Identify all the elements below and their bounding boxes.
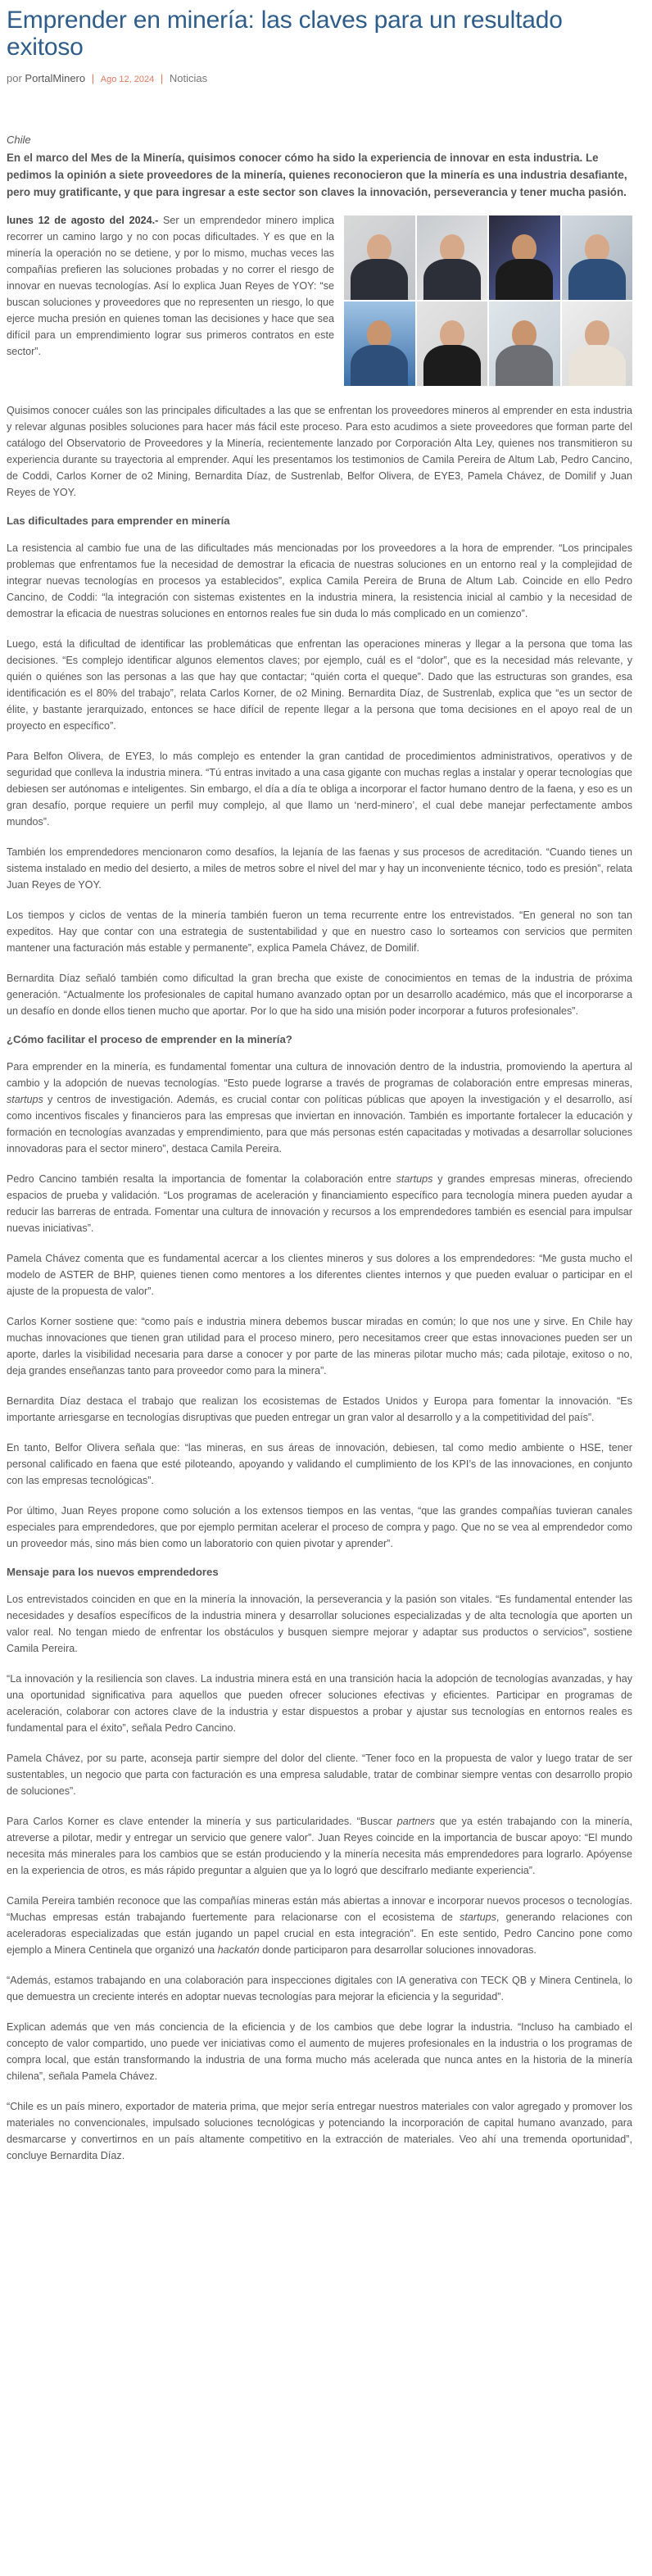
- meta-separator: |: [160, 72, 164, 84]
- emphasis: hackatón: [217, 1944, 260, 1956]
- paragraph: Pamela Chávez, por su parte, aconseja partir siempre del dolor del cliente. “Tener foco en la propuesta de valor y luego tratar de ser sustentables, un negocio que parta con facturación es una empresa saludable, tratar de combinar siempre ventas con desarrollo propio de soluciones”.: [7, 1753, 632, 1797]
- interviewee-photo: [489, 302, 560, 386]
- interviewee-photo: [417, 215, 488, 300]
- paragraph-text: Para emprender en la minería, es fundamental fomentar una cultura de innovación dentro de la industria, promoviendo la apertura al cambio y la adopción de nuevas tecnologías. “Esto puede lograrse a través de programas de colaboración entre empresas mineras,: [7, 1061, 632, 1089]
- lead-paragraph: En el marco del Mes de la Minería, quisimos conocer cómo ha sido la experiencia de innovar en esta industria. Le pedimos la opinión a siete proveedores de la minería, quienes reconocieron que la minería es una industria desafiante, pero muy gratificante, y que para ingresar a este sector son claves la innovación, perseverancia y tener mucha pasión.: [7, 152, 627, 198]
- paragraph: Carlos Korner sostiene que: “como país e industria minera debemos buscar miradas en común; lo que nos une y sirve. En Chile hay muchas innovaciones que tienen gran utilidad para el proceso minero, pero necesitamos creer que estas innovaciones pueden ser un aporte, darles la visibilidad necesaria para darse a conocer y por parte de las mineras pilotar mucho más; cada pilotaje, exitoso o no, deja grandes enseñanzas tanto para proveedor como para la minera”.: [7, 1316, 632, 1376]
- interviewee-photo: [344, 215, 415, 300]
- paragraph: [7, 1059, 632, 1157]
- paragraph: Bernardita Díaz destaca el trabajo que realizan los ecosistemas de Estados Unidos y Europa para fomentar la innovación. “Es importante arriesgarse en tecnologías disruptivas que pueden entregar un gran valor al desarrollo y a la competitividad del país”.: [7, 1395, 632, 1423]
- location: Chile: [7, 134, 31, 146]
- paragraph: En tanto, Belfor Olivera señala que: “las mineras, en sus áreas de innovación, debiesen, tal como medio ambiente o HSE, tener personal calificado en faena que esté piloteando, apoyando y validando el cumplimiento de los KPI’s de las innovaciones, en conjunto con las empresas tecnológicas”.: [7, 1442, 632, 1486]
- emphasis: startups: [460, 1912, 496, 1923]
- paragraph: “La innovación y la resiliencia son claves. La industria minera está en una transición hacia la adopción de tecnologías avanzadas, y hay una oportunidad significativa para aquellos que pueden ofrecer soluciones efectivas y eficientes. Participar en programas de aceleración, colaborar con actores clave de la industria y estar dispuestos a probar y ajustar sus tecnologías en entornos reales es fundamental para el éxito”, señala Pedro Cancino.: [7, 1673, 632, 1734]
- paragraph: Los entrevistados coinciden en que en la minería la innovación, la perseverancia y la pasión son vitales. “Es fundamental entender las necesidades y desafíos específicos de la industria minera y desarrollar soluciones especializadas y de alta tecnología que aporten un valor real. No tengan miedo de enfrentar los obstáculos y busquen siempre mejorar y adaptar sus productos o servicios”, sostiene Camila Pereira.: [7, 1594, 632, 1654]
- author-link[interactable]: PortalMinero: [25, 72, 86, 84]
- paragraph-text: y centros de investigación. Además, es crucial contar con políticas públicas que apoyen la investigación y el desarrollo, así como incentivos fiscales y financieros para las empresas que inviertan en innovación. También es importante fortalecer la educación y formación en tecnologías avanzadas y emprendimiento, para que más personas estén capacitadas y motivadas a desarrollar soluciones innovadoras para el sector minero”, destaca Camila Pereira.: [7, 1094, 632, 1154]
- article-meta: [7, 72, 632, 84]
- paragraph-text: Pedro Cancino también resalta la importancia de fomentar la colaboración entre: [7, 1173, 396, 1185]
- interviewee-photo: [344, 302, 415, 386]
- section-heading-dificultades: Las dificultades para emprender en minería: [7, 515, 230, 527]
- article-title: Emprender en minería: las claves para un resultado exitoso: [7, 7, 563, 61]
- paragraph: Por último, Juan Reyes propone como solución a los extensos tiempos en las ventas, “que las grandes compañías tuvieran canales especiales para emprendedores, que por ejemplo permitan acelerar el proceso de compra y pago. Que no se vea al emprendedor como un proveedor más, sino más bien como un laboratorio con quien pivotar y aprender”.: [7, 1505, 632, 1549]
- interviewee-photo: [417, 302, 488, 386]
- interviewee-photo: [489, 215, 560, 300]
- emphasis: startups: [396, 1173, 433, 1185]
- intro-section: [7, 212, 632, 394]
- paragraph-text: Para Carlos Korner es clave entender la minería y sus particularidades. “Buscar: [7, 1816, 397, 1827]
- meta-separator: |: [91, 72, 95, 84]
- paragraph-text: que ya estén trabajando con la minería, atreverse a pilotar, medir y entregar un servicio que genere valor”. Juan Reyes coincide en la importancia de buscar apoyo: “El mundo necesita más minerales para los cambios que se están produciendo y la minería necesita más emprendedores para lograrlo. Apóyense en la experiencia de otros, es más rápido preguntar a alguien que ya lo logró que descifrarlo mediante experiencia”.: [7, 1816, 633, 1876]
- meta-by: por: [7, 72, 22, 84]
- interviewee-photo: [562, 302, 633, 386]
- emphasis: partners: [396, 1816, 435, 1827]
- paragraph: [7, 1813, 632, 1879]
- paragraph: Explican además que ven más conciencia de la eficiencia y de los cambios que debe lograr la industria. “Incluso ha cambiado el concepto de valor compartido, uno puede ver iniciativas como el aumento de mujeres profesionales en la industria o los programas de compra local, que están transformando la industria de una forma mucho más acelerada que nunca antes en la historia de la minería chilena”, señala Pamela Chávez.: [7, 2021, 632, 2082]
- category-link[interactable]: Noticias: [169, 72, 208, 84]
- paragraph-text: y grandes empresas mineras, ofreciendo espacios de prueba y validación. “Los programas de aceleración y financiamiento específico para tecnología minera pueden ayudar a reducir las barreras de entrada. Fomentar una cultura de innovación y recursos a los emprendedores también es esencial para impulsar nuevas iniciativas”.: [7, 1173, 632, 1234]
- paragraph: Pamela Chávez comenta que es fundamental acercar a los clientes mineros y sus dolores a los emprendedores: “Me gusta mucho el modelo de ASTER de BHP, quienes tienen como mentores a los diferentes clientes internos y que pueden evaluar o participar en el ajuste de la propuesta de valor”.: [7, 1253, 632, 1297]
- paragraph: Bernardita Díaz señaló también como dificultad la gran brecha que existe de conocimientos en temas de la industria de próxima generación. “Actualmente los profesionales de capital humano avanzado optan por un desarrollo académico, más que el incorporarse a un desafío en donde ellos tienen mucho que aportar. Por lo que ha sido una misión poder incorporar a futuros profesionales”.: [7, 973, 632, 1017]
- paragraph: [7, 1171, 632, 1236]
- paragraph: “Chile es un país minero, exportador de materia prima, que mejor sería entregar nuestros materiales con valor agregado y promover los materiales no convencionales, impulsado soluciones tecnológicas y potenciando la incorporación de capital humano avanzado, para desmarcarse y convertirnos en un país altamente competitivo en la extracción de materiales. Veo ahí una tremenda oportunidad”, concluye Bernardita Díaz.: [7, 2101, 632, 2161]
- paragraph-text: Camila Pereira también reconoce que las compañías mineras están más abiertas a innovar e incorporar nuevos procesos o tecnologías. “Muchas empresas están trabajando fuertemente para relacionarse con el ecosistema de: [7, 1895, 632, 1923]
- paragraph: La resistencia al cambio fue una de las dificultades más mencionadas por los proveedores a la hora de emprender. “Los principales problemas que enfrentamos fue la necesidad de demostrar la eficacia de nuestras soluciones en un entorno real y la complejidad de integrar nuevas tecnologías en procesos ya establecidos”, explica Camila Pereira de Bruna de Altum Lab. Coincide en ello Pedro Cancino, de Coddi: “la integración con sistemas existentes en la industria minera, la resistencia inicial al cambio y la necesidad de demostrar la eficacia de nuestras soluciones en entornos reales fue sin duda lo más complicado en un comienzo”.: [7, 542, 632, 619]
- paragraph: “Además, estamos trabajando en una colaboración para inspecciones digitales con IA generativa con TECK QB y Minera Centinela, lo que demuestra un creciente interés en adoptar nuevas tecnologías para mejorar la eficiencia y la seguridad”.: [7, 1975, 632, 2002]
- paragraph: Luego, está la dificultad de identificar las problemáticas que enfrentan las operaciones mineras y llegar a la persona que toma las decisiones. “Es complejo identificar algunos elementos claves; por ejemplo, cuál es el “dolor”, que es la necesidad más relevante, y quién o quiénes son las personas a las que hay que contactar; “quién corta el queque”. Dado que las estructuras son grandes, esa identificación es el 80% del trabajo”, relata Carlos Korner, de o2 Mining. Bernardita Díaz, de Sustrenlab, explica que “es un sector de élite, y bastante jerarquizado, entonces se hace difícil de repente llegar a la persona que toma decisiones en el apoyo real de un proyecto en específico”.: [7, 638, 632, 732]
- paragraph-text: donde participaron para desarrollar soluciones innovadoras.: [259, 1944, 537, 1956]
- intro-date: lunes 12 de agosto del 2024.-: [7, 215, 159, 226]
- interviewees-photo-collage: [344, 215, 632, 386]
- section-heading-mensaje: Mensaje para los nuevos emprendedores: [7, 1566, 219, 1578]
- intro-text: Ser un emprendedor minero implica recorrer un camino largo y no con pocas dificultades. Y es que en la minería la operación no se detiene, y por lo mismo, muchas veces las compañías prefieren las soluciones probadas y no correr el riesgo de innovar en nuevas tecnologías. Así lo explica Juan Reyes de YOY: “se buscan soluciones y proveedores que no representen un riesgo, lo que ejerce mucha presión en quienes toman las decisiones y hace que sea difícil para un emprendimiento lograr sus primeros contratos en este sector”.: [7, 215, 335, 357]
- paragraph-text: , generando relaciones con aceleradoras especializadas que están jugando un papel crucial en esta integración”. En este sentido, Pedro Cancino pone como ejemplo a Minera Centinela que organizó una: [7, 1912, 632, 1956]
- emphasis: startups: [7, 1094, 43, 1105]
- paragraph: También los emprendedores mencionaron como desafíos, la lejanía de las faenas y sus procesos de acreditación. “Cuando tienes un sistema instalado en medio del desierto, a miles de metros sobre el nivel del mar y hay un inconveniente técnico, todo es presión”, relata Juan Reyes de YOY.: [7, 846, 632, 891]
- article: [0, 7, 639, 2164]
- paragraph: Quisimos conocer cuáles son las principales dificultades a las que se enfrentan los proveedores mineros al emprender en esta industria y relevar algunas posibles soluciones para hacer más fácil este proceso. Para esto acudimos a siete proveedores que forman parte del catálogo del Observatorio de Proveedores y la Minería, recientemente lanzado por Corporación Alta Ley, quienes nos transmitieron su experiencia durante su trayectoria al emprender. Aquí les presentamos los testimonios de Camila Pereira de Altum Lab, Pedro Cancino, de Coddi, Carlos Korner de o2 Mining, Bernardita Díaz, de Sustrenlab, Belfor Olivera, de EYE3, Pamela Chávez, de Domilif y Juan Reyes de YOY.: [7, 405, 632, 498]
- paragraph: Los tiempos y ciclos de ventas de la minería también fueron un tema recurrente entre los entrevistados. “En general no son tan expeditos. Hay que contar con una estrategia de sustentabilidad y que en nuestro caso lo sorteamos con servicios que permiten mantener una facturación más estable y permanente”, explica Pamela Chávez, de Domilif.: [7, 909, 632, 954]
- paragraph: [7, 1893, 632, 1958]
- paragraph: Para Belfon Olivera, de EYE3, lo más complejo es entender la gran cantidad de procedimientos administrativos, operativos y de seguridad que conlleva la industria minera. “Tú entras invitado a una casa gigante con muchas reglas a instalar y operar tecnologías que debiesen ser autónomas e inteligentes. Sin embargo, el día a día te obliga a incorporar el factor humano dentro de la faena, y eso es un gran desafío, porque requiere un perfil muy complejo, al que llamo un ‘nerd-minero’, el cual debe manejar perfectamente ambos mundos”.: [7, 751, 632, 828]
- interviewee-photo: [562, 215, 633, 300]
- section-heading-facilitar: ¿Cómo facilitar el proceso de emprender en la minería?: [7, 1033, 292, 1045]
- publish-date: Ago 12, 2024: [100, 75, 155, 84]
